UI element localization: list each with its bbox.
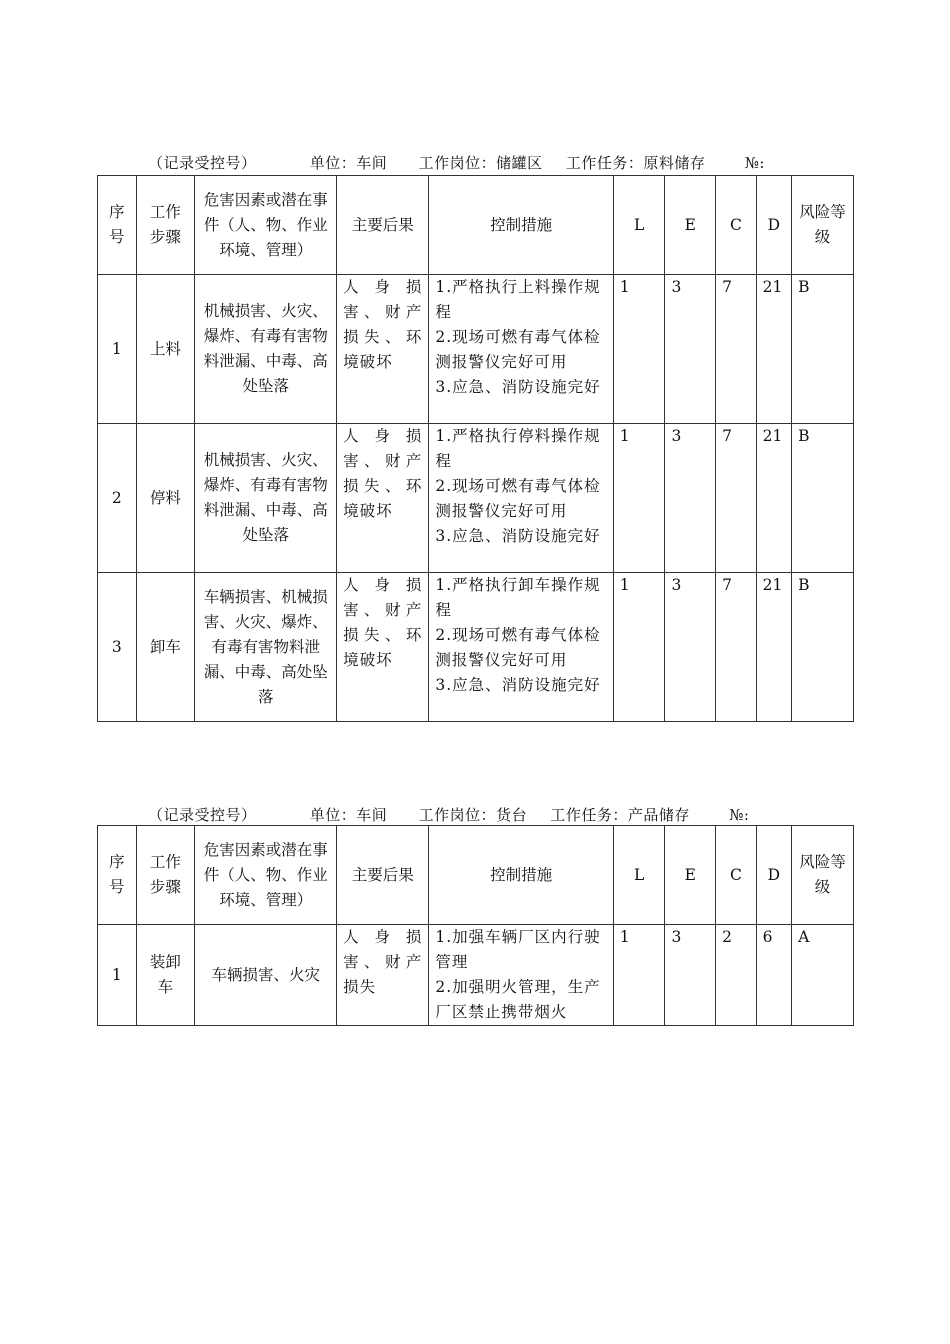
table-header-row xyxy=(98,826,854,925)
number-label: №: xyxy=(744,154,765,172)
cell-hazard: 车辆损害、火灾 xyxy=(195,925,337,1026)
measure-item: 3.应急、消防设施完好 xyxy=(435,378,601,396)
cell-l: 1 xyxy=(613,424,665,573)
col-header-consequence: 主要后果 xyxy=(337,826,429,925)
cell-hazard: 机械损害、火灾、爆炸、有毒有害物料泄漏、中毒、高处坠落 xyxy=(195,424,337,573)
cell-measures xyxy=(429,925,613,1026)
cell-l: 1 xyxy=(613,275,665,424)
record-control-no: （记录受控号） xyxy=(148,806,257,824)
task-label: 工作任务：原料储存 xyxy=(565,154,706,172)
cell-consequence: 人身损害、财产损失、环境破坏 xyxy=(337,424,429,573)
cell-d: 21 xyxy=(756,424,791,573)
table-row xyxy=(98,424,854,573)
col-header-l: L xyxy=(613,176,665,275)
cell-step: 停料 xyxy=(136,424,195,573)
col-header-consequence: 主要后果 xyxy=(337,176,429,275)
col-header-e: E xyxy=(665,176,716,275)
cell-hazard: 机械损害、火灾、爆炸、有毒有害物料泄漏、中毒、高处坠落 xyxy=(195,275,337,424)
cell-no: 1 xyxy=(98,925,137,1026)
cell-e: 3 xyxy=(665,424,716,573)
cell-no: 3 xyxy=(98,573,137,722)
cell-c: 2 xyxy=(716,925,757,1026)
cell-no: 2 xyxy=(98,424,137,573)
cell-risk-level: B xyxy=(792,573,854,722)
col-header-l: L xyxy=(613,826,665,925)
col-header-no: 序号 xyxy=(98,176,137,275)
measure-item: 1.加强车辆厂区内行驶管理 xyxy=(435,928,601,971)
col-header-step: 工作步骤 xyxy=(136,176,195,275)
measure-item: 1.严格执行卸车操作规程 xyxy=(435,576,601,619)
cell-measures xyxy=(429,573,613,722)
unit-label: 单位：车间 xyxy=(309,806,388,824)
cell-e: 3 xyxy=(665,925,716,1026)
post-label: 工作岗位：货台 xyxy=(418,806,528,824)
col-header-d: D xyxy=(756,826,791,925)
col-header-risk-level: 风险等级 xyxy=(792,176,854,275)
cell-l: 1 xyxy=(613,573,665,722)
cell-consequence: 人身损害、财产损失 xyxy=(337,925,429,1026)
cell-d: 21 xyxy=(756,275,791,424)
col-header-hazard: 危害因素或潜在事件（人、物、作业环境、管理） xyxy=(195,176,337,275)
table-header-row xyxy=(98,176,854,275)
cell-c: 7 xyxy=(716,573,757,722)
cell-e: 3 xyxy=(665,573,716,722)
cell-step: 装卸车 xyxy=(136,925,195,1026)
table-row xyxy=(98,925,854,1026)
cell-risk-level: A xyxy=(792,925,854,1026)
cell-no: 1 xyxy=(98,275,137,424)
col-header-no: 序号 xyxy=(98,826,137,925)
cell-risk-level: B xyxy=(792,424,854,573)
measure-item: 2.现场可燃有毒气体检测报警仪完好可用 xyxy=(435,626,601,669)
cell-c: 7 xyxy=(716,424,757,573)
post-label: 工作岗位：储罐区 xyxy=(418,154,543,172)
cell-e: 3 xyxy=(665,275,716,424)
cell-risk-level: B xyxy=(792,275,854,424)
measure-item: 3.应急、消防设施完好 xyxy=(435,676,601,694)
col-header-measures: 控制措施 xyxy=(429,826,613,925)
col-header-c: C xyxy=(716,176,757,275)
cell-step: 卸车 xyxy=(136,573,195,722)
col-header-measures: 控制措施 xyxy=(429,176,613,275)
cell-c: 7 xyxy=(716,275,757,424)
measure-item: 1.严格执行停料操作规程 xyxy=(435,427,601,470)
cell-consequence: 人身损害、财产损失、环境破坏 xyxy=(337,573,429,722)
table2-header xyxy=(148,804,749,825)
col-header-d: D xyxy=(756,176,791,275)
table-row xyxy=(98,275,854,424)
cell-step: 上料 xyxy=(136,275,195,424)
measure-item: 3.应急、消防设施完好 xyxy=(435,527,601,545)
cell-measures xyxy=(429,424,613,573)
risk-table-2 xyxy=(97,825,854,1026)
task-label: 工作任务：产品储存 xyxy=(550,806,690,824)
measure-item: 2.加强明火管理，生产厂区禁止携带烟火 xyxy=(435,978,601,1021)
number-label: №: xyxy=(729,806,750,824)
measure-item: 2.现场可燃有毒气体检测报警仪完好可用 xyxy=(435,328,601,371)
col-header-risk-level: 风险等级 xyxy=(792,826,854,925)
col-header-hazard: 危害因素或潜在事件（人、物、作业环境、管理） xyxy=(195,826,337,925)
cell-measures xyxy=(429,275,613,424)
col-header-step: 工作步骤 xyxy=(136,826,195,925)
cell-hazard: 车辆损害、机械损害、火灾、爆炸、有毒有害物料泄漏、中毒、高处坠落 xyxy=(195,573,337,722)
table1-header xyxy=(148,152,765,173)
record-control-no: （记录受控号） xyxy=(148,154,257,172)
measure-item: 1.严格执行上料操作规程 xyxy=(435,278,601,321)
risk-table-1 xyxy=(97,175,854,722)
table-row xyxy=(98,573,854,722)
cell-d: 21 xyxy=(756,573,791,722)
col-header-e: E xyxy=(665,826,716,925)
cell-consequence: 人身损害、财产损失、环境破坏 xyxy=(337,275,429,424)
cell-l: 1 xyxy=(613,925,665,1026)
measure-item: 2.现场可燃有毒气体检测报警仪完好可用 xyxy=(435,477,601,520)
cell-d: 6 xyxy=(756,925,791,1026)
unit-label: 单位：车间 xyxy=(309,154,388,172)
col-header-c: C xyxy=(716,826,757,925)
